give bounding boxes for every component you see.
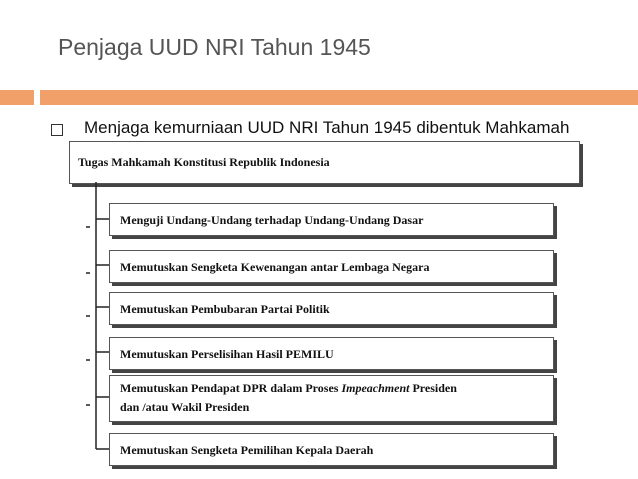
task-item-3 [109,292,554,325]
task-item-label-part: Memutuskan Pendapat DPR dalam Proses [120,381,342,395]
task-item-5 [109,375,554,422]
task-item-label: Menguji Undang-Undang terhadap Undang-Undang Dasar [120,213,424,227]
header-box-label: Tugas Mahkamah Konstitusi Republik Indonesia [78,155,330,169]
impeachment-term: Impeachment [341,381,410,395]
task-item-label-part: Presiden [409,381,457,395]
slide-title: Penjaga UUD NRI Tahun 1945 [58,34,371,60]
task-item-4 [109,337,554,370]
task-item-label: Memutuskan Pembubaran Partai Politik [120,302,330,316]
task-item-label-line2: dan /atau Wakil Presiden [120,400,250,414]
task-item-label: Memutuskan Sengketa Pemilihan Kepala Daerah [120,443,374,457]
task-item-1 [109,203,554,236]
task-item-label: Memutuskan Sengketa Kewenangan antar Lembaga Negara [120,260,430,274]
task-item-label: Memutuskan Perselisihan Hasil PEMILU [120,347,334,361]
task-item-label [120,381,457,396]
task-item-2 [109,250,554,283]
task-item-6 [109,433,554,466]
bullet-text: Menjaga kemurniaan UUD NRI Tahun 1945 dibentuk Mahkamah [84,118,570,137]
